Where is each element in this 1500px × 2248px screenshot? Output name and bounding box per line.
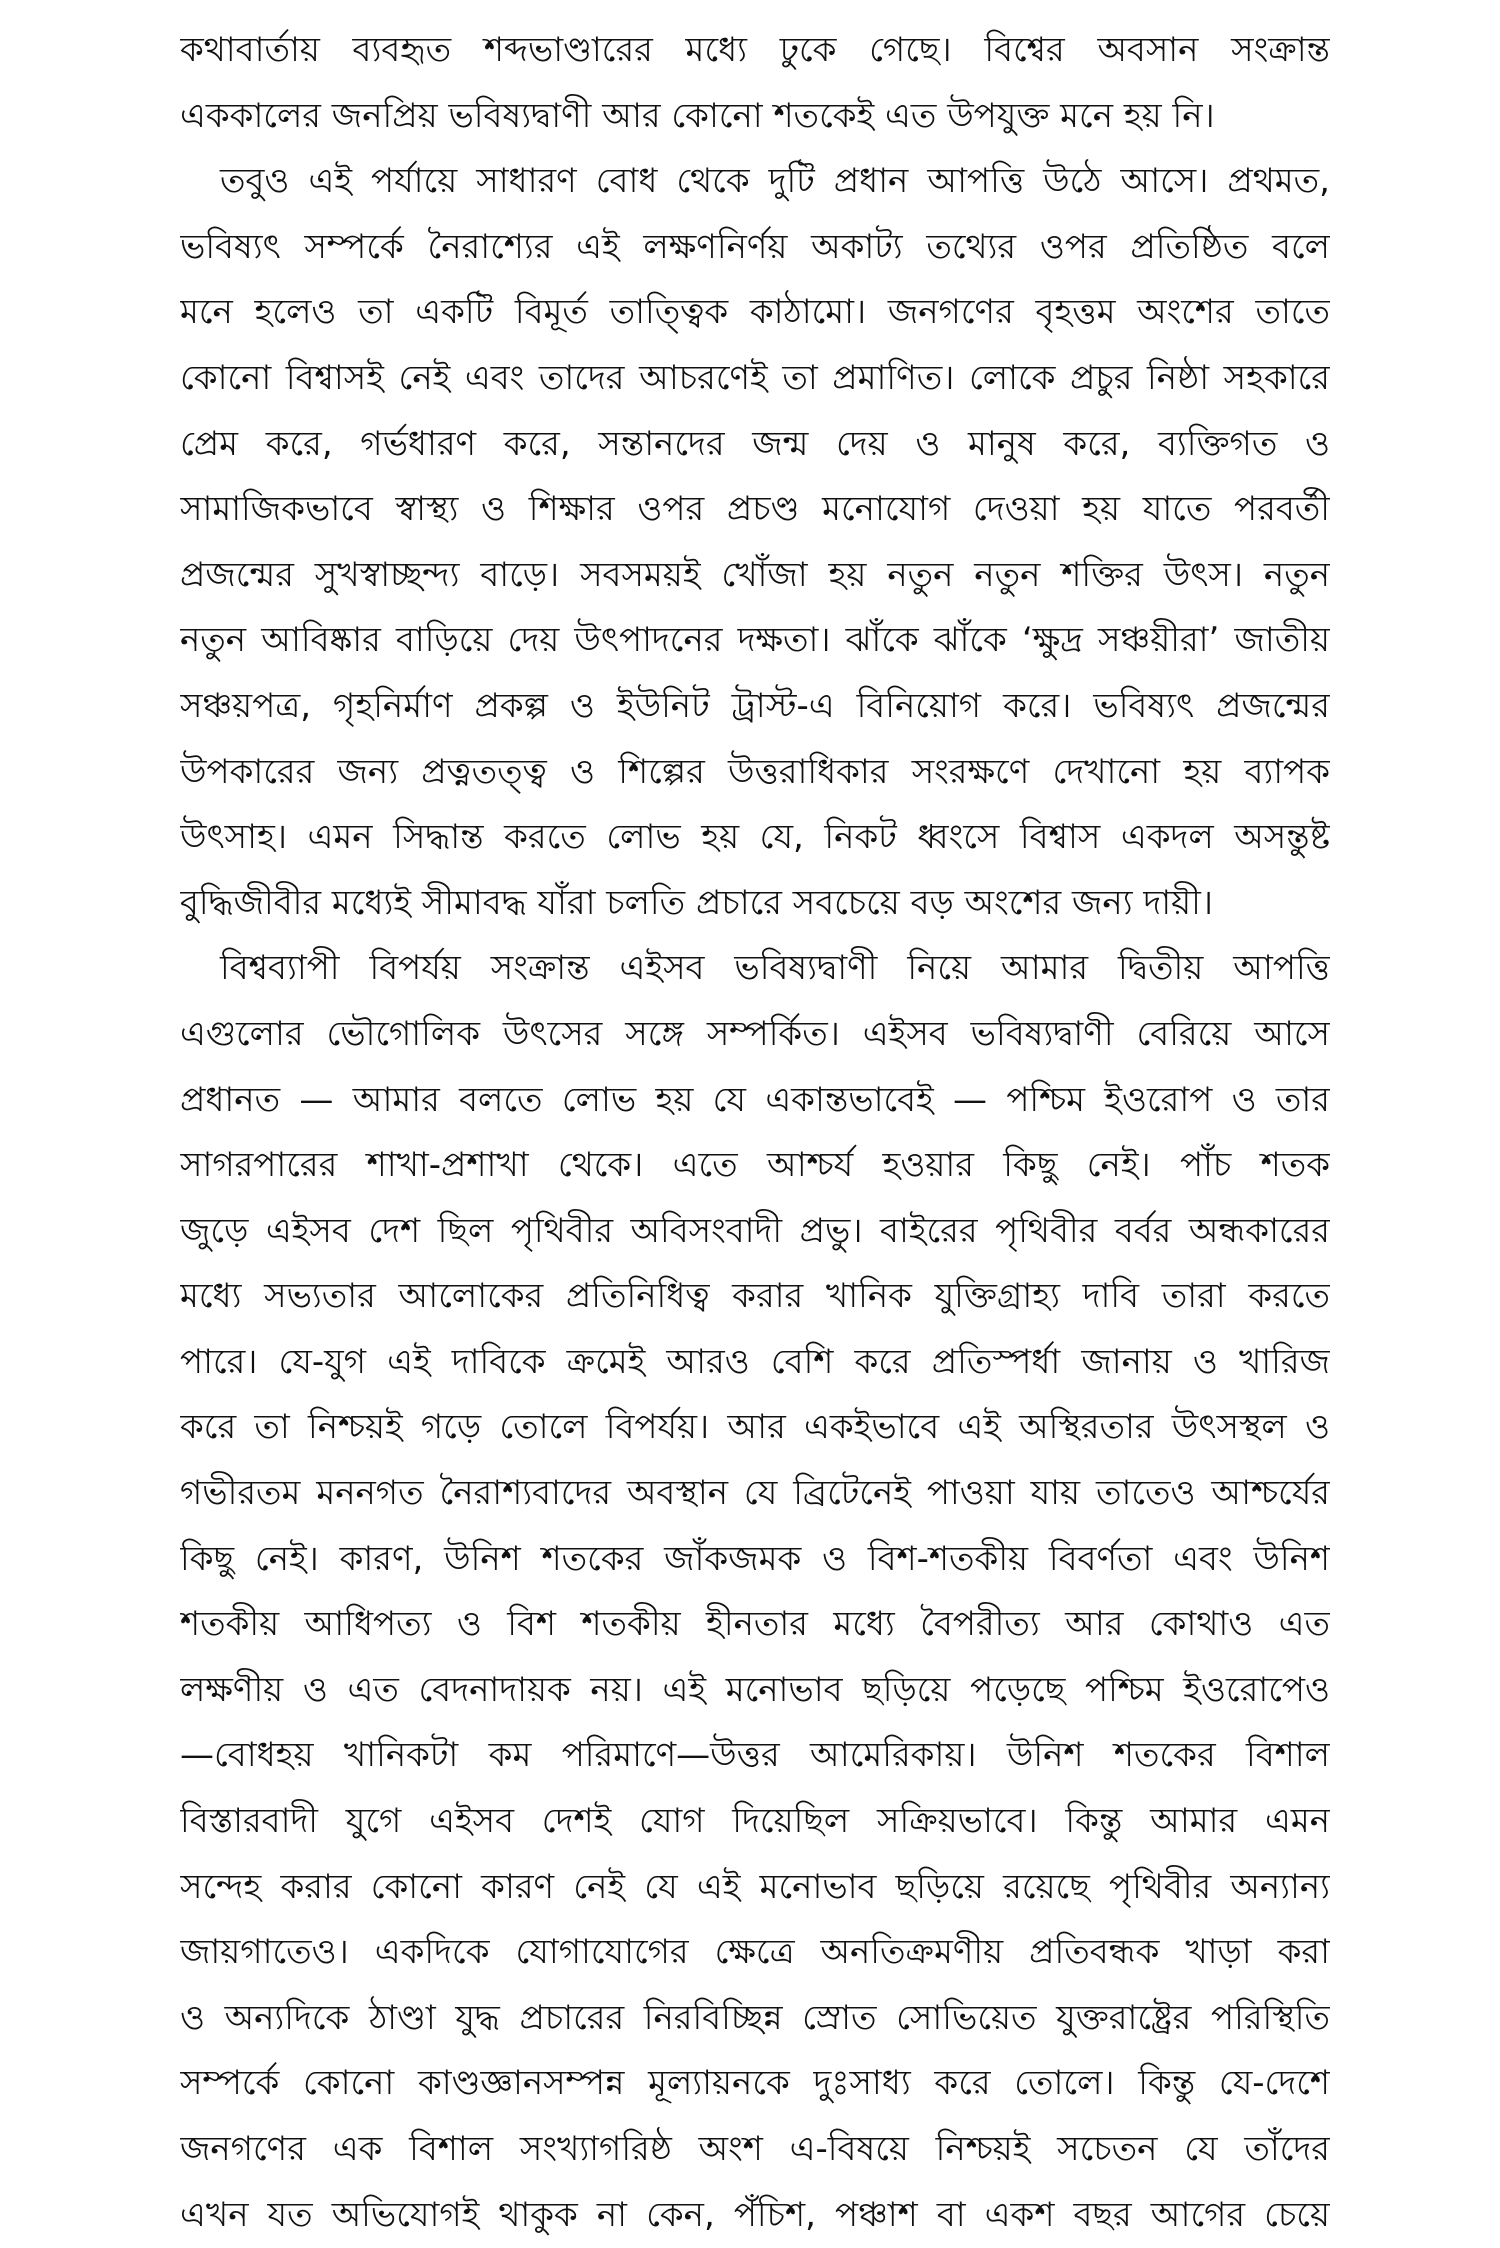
text-line: এককালের জনপ্রিয় ভবিষ্যদ্বাণী আর কোনো শতকেই এত উপযুক্ত মনে হয় নি।: [180, 95, 1215, 136]
text-line: কিছু নেই। কারণ, উনিশ শতকের জাঁকজমক ও বিশ-শতকীয় বিবর্ণতা এবং উনিশ: [180, 1538, 1330, 1579]
text-line: এখন যত অভিযোগই থাকুক না কেন, পঁচিশ, পঞ্চাশ বা একশ বছর আগের চেয়ে: [180, 2194, 1330, 2235]
text-line: সামাজিকভাবে স্বাস্থ্য ও শিক্ষার ওপর প্রচণ্ড মনোযোগ দেওয়া হয় যাতে পরবর্তী: [180, 489, 1330, 530]
document-page: [180, 18, 1330, 2248]
text-line: ও অন্যদিকে ঠাণ্ডা যুদ্ধ প্রচারের নিরবিচ্ছিন্ন স্রোত সোভিয়েত যুক্তরাষ্ট্রের পরিস্থিতি: [180, 1997, 1330, 2038]
text-line: বিশ্বব্যাপী বিপর্যয় সংক্রান্ত এইসব ভবিষ্যদ্বাণী নিয়ে আমার দ্বিতীয় আপত্তি: [220, 948, 1330, 989]
text-line: মনে হলেও তা একটি বিমূর্ত তাত্ত্বিক কাঠামো। জনগণের বৃহত্তম অংশের তাতে: [180, 292, 1330, 333]
text-line: সম্পর্কে কোনো কাণ্ডজ্ঞানসম্পন্ন মূল্যায়নকে দুঃসাধ্য করে তোলে। কিন্তু যে-দেশে: [180, 2063, 1330, 2104]
text-line: জুড়ে এইসব দেশ ছিল পৃথিবীর অবিসংবাদী প্রভু। বাইরের পৃথিবীর বর্বর অন্ধকারের: [180, 1210, 1330, 1251]
text-line: সন্দেহ করার কোনো কারণ নেই যে এই মনোভাব ছড়িয়ে রয়েছে পৃথিবীর অন্যান্য: [180, 1866, 1330, 1907]
text-line: জনগণের এক বিশাল সংখ্যাগরিষ্ঠ অংশ এ-বিষয়ে নিশ্চয়ই সচেতন যে তাঁদের: [180, 2129, 1330, 2169]
paragraph-1: [180, 18, 1330, 149]
text-line: তবুও এই পর্যায়ে সাধারণ বোধ থেকে দুটি প্রধান আপত্তি উঠে আসে। প্রথমত,: [220, 161, 1330, 202]
paragraph-3: [180, 936, 1330, 2248]
text-line: সাগরপারের শাখা-প্রশাখা থেকে। এতে আশ্চর্য হওয়ার কিছু নেই। পাঁচ শতক: [180, 1145, 1330, 1186]
text-line: উৎসাহ। এমন সিদ্ধান্ত করতে লোভ হয় যে, নিকট ধ্বংসে বিশ্বাস একদল অসন্তুষ্ট: [180, 817, 1330, 858]
text-line: নতুন আবিষ্কার বাড়িয়ে দেয় উৎপাদনের দক্ষতা। ঝাঁকে ঝাঁকে ‘ক্ষুদ্র সঞ্চয়ীরা’ জাতীয়: [180, 620, 1330, 661]
paragraph-2: [180, 149, 1330, 936]
text-line: বিস্তারবাদী যুগে এইসব দেশই যোগ দিয়েছিল সক্রিয়ভাবে। কিন্তু আমার এমন: [180, 1801, 1330, 1842]
text-line: সঞ্চয়পত্র, গৃহনির্মাণ প্রকল্প ও ইউনিট ট্রাস্ট-এ বিনিয়োগ করে। ভবিষ্যৎ প্রজন্মের: [180, 685, 1330, 726]
text-line: বুদ্ধিজীবীর মধ্যেই সীমাবদ্ধ যাঁরা চলতি প্রচারে সবচেয়ে বড় অংশের জন্য দায়ী।: [180, 882, 1214, 923]
text-line: পারে। যে-যুগ এই দাবিকে ক্রমেই আরও বেশি করে প্রতিস্পর্ধা জানায় ও খারিজ: [180, 1341, 1330, 1382]
text-line: এগুলোর ভৌগোলিক উৎসের সঙ্গে সম্পর্কিত। এইসব ভবিষ্যদ্বাণী বেরিয়ে আসে: [180, 1013, 1330, 1054]
text-line: প্রেম করে, গর্ভধারণ করে, সন্তানদের জন্ম দেয় ও মানুষ করে, ব্যক্তিগত ও: [180, 423, 1330, 464]
text-line: প্রজন্মের সুখস্বাচ্ছন্দ্য বাড়ে। সবসময়ই খোঁজা হয় নতুন নতুন শক্তির উৎস। নতুন: [180, 554, 1330, 595]
text-line: —বোধহয় খানিকটা কম পরিমাণে—উত্তর আমেরিকায়। উনিশ শতকের বিশাল: [180, 1735, 1330, 1776]
text-line: লক্ষণীয় ও এত বেদনাদায়ক নয়। এই মনোভাব ছড়িয়ে পড়েছে পশ্চিম ইওরোপেও: [180, 1669, 1330, 1710]
text-line: উপকারের জন্য প্রত্নতত্ত্ব ও শিল্পের উত্তরাধিকার সংরক্ষণে দেখানো হয় ব্যাপক: [180, 751, 1330, 792]
text-line: মধ্যে সভ্যতার আলোকের প্রতিনিধিত্ব করার খানিক যুক্তিগ্রাহ্য দাবি তারা করতে: [180, 1276, 1330, 1317]
text-line: গভীরতম মননগত নৈরাশ্যবাদের অবস্থান যে ব্রিটেনেই পাওয়া যায় তাতেও আশ্চর্যের: [180, 1473, 1330, 1514]
text-line: শতকীয় আধিপত্য ও বিশ শতকীয় হীনতার মধ্যে বৈপরীত্য আর কোথাও এত: [180, 1604, 1330, 1645]
text-line: কথাবার্তায় ব্যবহৃত শব্দভাণ্ডারের মধ্যে ঢুকে গেছে। বিশ্বের অবসান সংক্রান্ত: [180, 30, 1330, 70]
text-line: ভবিষ্যৎ সম্পর্কে নৈরাশ্যের এই লক্ষণনির্ণয় অকাট্য তথ্যের ওপর প্রতিষ্ঠিত বলে: [180, 226, 1330, 267]
text-line: জায়গাতেও। একদিকে যোগাযোগের ক্ষেত্রে অনতিক্রমণীয় প্রতিবন্ধক খাড়া করা: [180, 1932, 1330, 1973]
text-line: করে তা নিশ্চয়ই গড়ে তোলে বিপর্যয়। আর একইভাবে এই অস্থিরতার উৎসস্থল ও: [180, 1407, 1330, 1448]
text-line: কোনো বিশ্বাসই নেই এবং তাদের আচরণেই তা প্রমাণিত। লোকে প্রচুর নিষ্ঠা সহকারে: [180, 357, 1330, 398]
text-line: প্রধানত — আমার বলতে লোভ হয় যে একান্তভাবেই — পশ্চিম ইওরোপ ও তার: [180, 1079, 1330, 1120]
